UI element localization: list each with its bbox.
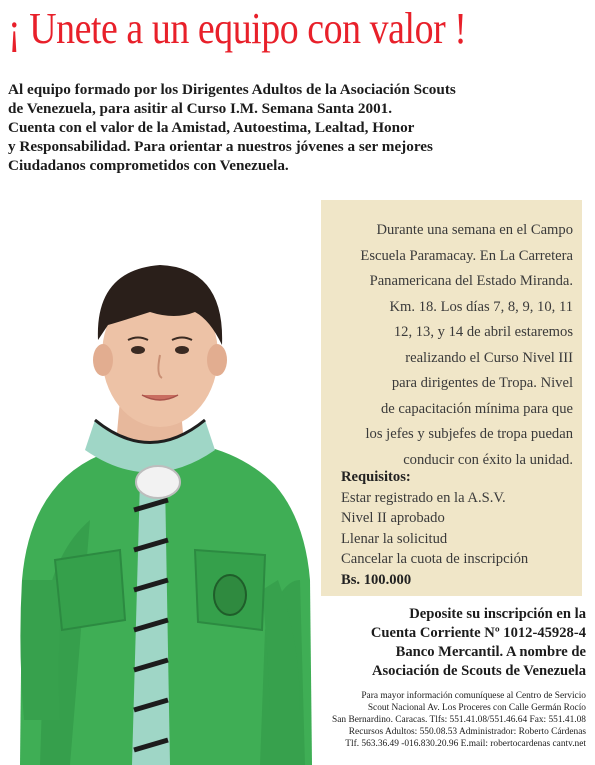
deposit-line: Cuenta Corriente Nº 1012-45928-4: [370, 625, 586, 641]
fee-amount: Bs. 100.000: [341, 571, 412, 588]
info-line: de capacitación mínima para que: [380, 400, 573, 417]
intro-text: [8, 80, 568, 175]
contact-line: Scout Nacional Av. Los Proceres con Calle Germán Rocío: [367, 703, 586, 713]
scout-boy-photo: [0, 250, 330, 765]
contact-info: [250, 690, 586, 750]
info-line: realizando el Curso Nivel III: [405, 349, 573, 366]
requirement-item: Llenar la solicitud: [341, 530, 448, 547]
intro-line: Cuenta con el valor de la Amistad, Autoestima, Lealtad, Honor: [8, 119, 415, 136]
info-line: Panamericana del Estado Miranda.: [369, 273, 573, 289]
intro-line: de Venezuela, para asitir al Curso I.M. Semana Santa 2001.: [8, 100, 393, 117]
contact-line: Recursos Adultos: 550.08.53 Administrador: Roberto Cárdenas: [348, 727, 586, 737]
course-description: [321, 218, 573, 473]
deposit-line: Asociación de Scouts de Venezuela: [371, 663, 586, 679]
requirements-title: Requisitos:: [341, 469, 411, 485]
deposit-instructions: [320, 605, 586, 681]
intro-line: y Responsabilidad. Para orientar a nuestros jóvenes a ser mejores: [8, 138, 433, 155]
info-line: los jefes y subjefes de tropa puedan: [365, 426, 573, 442]
info-line: Escuela Paramacay. En La Carretera: [360, 247, 573, 264]
contact-line: Tlf. 563.36.49 -016.830.20.96 E.mail: robertocardenas cantv.net: [345, 739, 586, 749]
course-info-box: [321, 200, 582, 596]
contact-line: Para mayor información comuníquese al Centro de Servicio: [361, 691, 586, 701]
info-line: conducir con éxito la unidad.: [403, 451, 573, 468]
deposit-line: Banco Mercantil. A nombre de: [395, 644, 586, 660]
info-line: Durante una semana en el Campo: [376, 222, 573, 238]
requirement-item: Nivel II aprobado: [341, 510, 445, 526]
intro-line: Ciudadanos comprometidos con Venezuela.: [8, 157, 289, 174]
info-line: Km. 18. Los días 7, 8, 9, 10, 11: [389, 298, 573, 315]
requirement-item: Estar registrado en la A.S.V.: [341, 489, 506, 506]
requirement-item: Cancelar la cuota de inscripción: [341, 551, 529, 567]
contact-line: San Bernardino. Caracas. Tlfs: 551.41.08/551.46.64 Fax: 551.41.08: [332, 715, 586, 725]
intro-line: Al equipo formado por los Dirigentes Adultos de la Asociación Scouts: [8, 81, 456, 98]
requirements-list: [341, 467, 576, 590]
deposit-line: Deposite su inscripción en la: [409, 606, 586, 622]
info-line: 12, 13, y 14 de abril estaremos: [393, 324, 573, 340]
info-line: para dirigentes de Tropa. Nivel: [391, 375, 573, 391]
headline: ¡ Unete a un equipo con valor !: [8, 4, 467, 53]
